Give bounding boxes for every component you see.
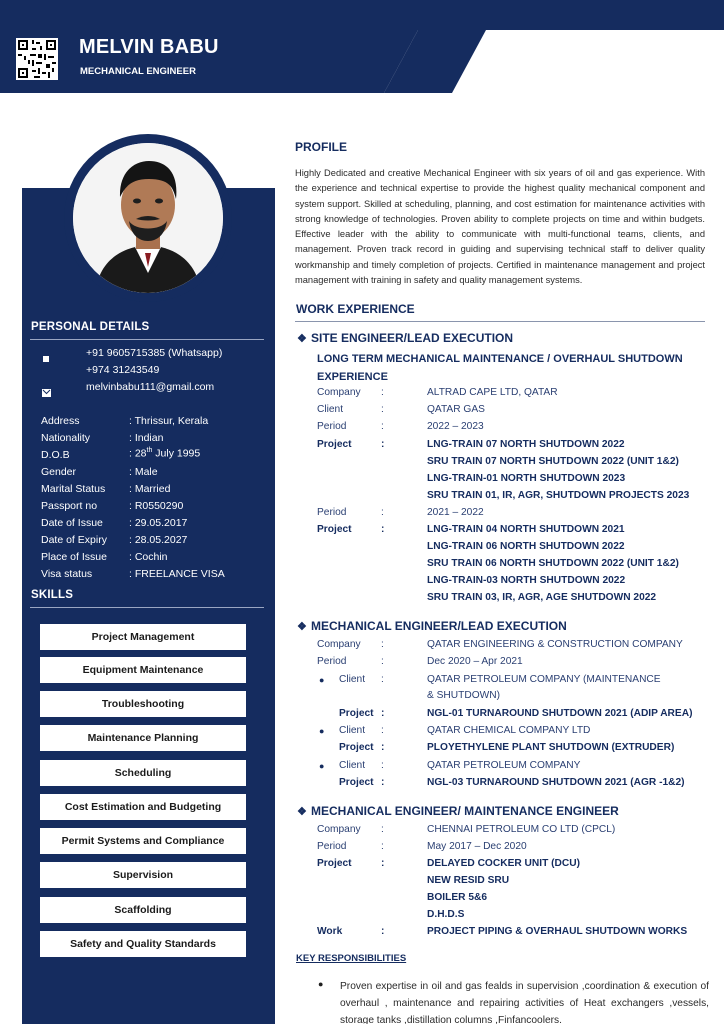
project-item: NEW RESID SRU	[427, 875, 510, 886]
personal-label: Passport no	[41, 500, 98, 512]
field-label: Client	[317, 404, 344, 415]
skill-item: Equipment Maintenance	[40, 657, 246, 683]
personal-label: Gender	[41, 466, 77, 478]
personal-label: Date of Expiry	[41, 534, 107, 546]
field-label: Project	[317, 858, 352, 869]
diamond-bullet-icon: ❖	[297, 806, 307, 818]
project-item: LNG-TRAIN 04 NORTH SHUTDOWN 2021	[427, 524, 625, 535]
project-item: D.H.D.S	[427, 909, 465, 920]
job-subtitle-1: LONG TERM MECHANICAL MAINTENANCE / OVERHAUL SHUTDOWN	[317, 353, 683, 365]
colon: :	[381, 725, 384, 736]
phone-icon	[42, 350, 50, 358]
colon: :	[381, 656, 384, 667]
diamond-bullet-icon: ❖	[297, 621, 307, 633]
colon: :	[381, 507, 384, 518]
skill-item: Troubleshooting	[40, 691, 246, 717]
key-responsibilities-heading: KEY RESPONSIBILITIES	[296, 953, 407, 964]
email-icon	[42, 384, 50, 392]
skill-item: Supervision	[40, 862, 246, 888]
field-label: Period	[317, 421, 347, 432]
colon: :	[381, 777, 385, 788]
colon: :	[381, 404, 384, 415]
field-label: Period	[317, 507, 347, 518]
work-experience-heading: WORK EXPERIENCE	[296, 302, 415, 316]
project-item: LNG-TRAIN-01 NORTH SHUTDOWN 2023	[427, 473, 626, 484]
client-name: QATAR GAS	[427, 404, 485, 415]
candidate-title: MECHANICAL ENGINEER	[80, 66, 196, 77]
field-label: Company	[317, 387, 361, 398]
project-item: SRU TRAIN 03, IR, AGR, AGE SHUTDOWN 2022	[427, 592, 657, 603]
colon: :	[381, 841, 384, 852]
skill-item: Safety and Quality Standards	[40, 931, 246, 957]
client-name-cont: & SHUTDOWN)	[427, 690, 501, 701]
company-name: ALTRAD CAPE LTD, QATAR	[427, 387, 558, 398]
project-item: LNG-TRAIN 06 NORTH SHUTDOWN 2022	[427, 541, 625, 552]
period-value: May 2017 – Dec 2020	[427, 841, 527, 852]
responsibility-item: Proven expertise in oil and gas fealds in supervision ,coordination & execution of overhaul , maintenance and repairing activities of Heat exchangers ,vessels, storage tanks ,distillation columns ,Finfancoolers.	[340, 981, 709, 1024]
job-subtitle-1b: EXPERIENCE	[317, 371, 388, 383]
personal-value: : R0550290	[129, 500, 184, 512]
field-label: Company	[317, 824, 361, 835]
colon: :	[381, 708, 385, 719]
field-label: Company	[317, 639, 361, 650]
colon: :	[381, 421, 384, 432]
personal-value: : 28.05.2027	[129, 534, 188, 546]
personal-label: Date of Issue	[41, 517, 103, 529]
colon: :	[381, 439, 385, 450]
field-label: Project	[339, 742, 374, 753]
client-name: QATAR PETROLEUM COMPANY	[427, 760, 581, 771]
period-value: 2022 – 2023	[427, 421, 484, 432]
divider	[295, 321, 705, 322]
period-value: 2021 – 2022	[427, 507, 484, 518]
email-address[interactable]: melvinbabu111@gmail.com	[86, 381, 215, 393]
colon: :	[381, 824, 384, 835]
colon: :	[381, 524, 385, 535]
job-title-3: ❖ MECHANICAL ENGINEER/ MAINTENANCE ENGINEER	[297, 804, 619, 818]
skill-item: Scheduling	[40, 760, 246, 786]
colon: :	[381, 926, 385, 937]
project-item: LNG-TRAIN-03 NORTH SHUTDOWN 2022	[427, 575, 626, 586]
skill-item: Cost Estimation and Budgeting	[40, 794, 246, 820]
field-label: Work	[317, 926, 343, 937]
personal-label: D.O.B	[41, 449, 70, 461]
phone-primary[interactable]: +91 9605715385 (Whatsapp)	[86, 347, 223, 359]
project-item: PLOYETHYLENE PLANT SHUTDOWN (EXTRUDER)	[427, 742, 675, 753]
project-item: NGL-03 TURNAROUND SHUTDOWN 2021 (AGR -1&2)	[427, 777, 685, 788]
bullet-icon: ●	[319, 675, 325, 685]
project-item: SRU TRAIN 01, IR, AGR, SHUTDOWN PROJECTS 2023	[427, 490, 690, 501]
field-label: Period	[317, 656, 347, 667]
client-name: QATAR CHEMICAL COMPANY LTD	[427, 725, 591, 736]
colon: :	[381, 858, 385, 869]
project-item: SRU TRAIN 07 NORTH SHUTDOWN 2022 (UNIT 1&2)	[427, 456, 679, 467]
skill-item: Permit Systems and Compliance	[40, 828, 246, 854]
bullet-icon: ●	[318, 979, 324, 989]
client-name: QATAR PETROLEUM COMPANY (MAINTENANCE	[427, 674, 661, 685]
personal-value: : Indian	[129, 432, 164, 444]
field-label: Period	[317, 841, 347, 852]
project-item: LNG-TRAIN 07 NORTH SHUTDOWN 2022	[427, 439, 625, 450]
project-item: DELAYED COCKER UNIT (DCU)	[427, 858, 581, 869]
colon: :	[381, 639, 384, 650]
divider	[30, 607, 264, 608]
colon: :	[381, 742, 385, 753]
project-item: SRU TRAIN 06 NORTH SHUTDOWN 2022 (UNIT 1&2)	[427, 558, 679, 569]
job-title-1: ❖ SITE ENGINEER/LEAD EXECUTION	[297, 331, 514, 345]
skill-item: Scaffolding	[40, 897, 246, 923]
bullet-icon: ●	[319, 761, 325, 771]
field-label: Project	[317, 524, 352, 535]
work-description: PROJECT PIPING & OVERHAUL SHUTDOWN WORKS	[427, 926, 688, 937]
skill-item: Maintenance Planning	[40, 725, 246, 751]
period-value: Dec 2020 – Apr 2021	[427, 656, 523, 667]
project-item: NGL-01 TURNAROUND SHUTDOWN 2021 (ADIP AREA)	[427, 708, 693, 719]
phone-secondary[interactable]: +974 31243549	[86, 364, 160, 376]
field-label: Project	[317, 439, 352, 450]
qr-code-icon[interactable]	[16, 38, 58, 80]
profile-photo	[73, 143, 223, 293]
personal-label: Address	[41, 415, 80, 427]
project-item: BOILER 5&6	[427, 892, 488, 903]
personal-value: : Cochin	[129, 551, 168, 563]
profile-summary: Highly Dedicated and creative Mechanical Engineer with six years of oil and gas experience. With the experience and technical expertise to provide the highest quality mechanical component and system support. Skilled at scheduling, planning, and cost estimation for maintenance activities with strong knowledge of technologies. Proven ability to complete projects on time and within budgets. Effective leader with the ability to communicate with multi-functional teams, clients, and management. Proven track record in guiding and supervising technical staff to deliver quality workmanship and timely completion of projects. Certified in maintenance management and project management with training in safety and quality management systems.	[295, 168, 705, 286]
bullet-icon: ●	[319, 726, 325, 736]
profile-heading: PROFILE	[295, 140, 348, 154]
field-label: Client	[339, 725, 366, 736]
colon: :	[381, 760, 384, 771]
diamond-bullet-icon: ❖	[297, 333, 307, 345]
skill-item: Project Management	[40, 624, 246, 650]
personal-value-dob: : 28th July 1995	[129, 447, 201, 460]
personal-value: : Thrissur, Kerala	[129, 415, 209, 427]
personal-label: Marital Status	[41, 483, 106, 495]
job-title-2: ❖ MECHANICAL ENGINEER/LEAD EXECUTION	[297, 619, 567, 633]
personal-label: Nationality	[41, 432, 91, 444]
field-label: Client	[339, 674, 366, 685]
colon: :	[381, 674, 384, 685]
personal-value: : Married	[129, 483, 171, 495]
company-name: CHENNAI PETROLEUM CO LTD (CPCL)	[427, 824, 616, 835]
personal-value: : FREELANCE VISA	[129, 568, 225, 580]
top-band	[0, 0, 724, 30]
candidate-name: MELVIN BABU	[79, 36, 219, 58]
field-label: Client	[339, 760, 366, 771]
field-label: Project	[339, 708, 374, 719]
personal-value: : 29.05.2017	[129, 517, 188, 529]
divider	[30, 339, 264, 340]
personal-label: Place of Issue	[41, 551, 107, 563]
skills-heading: SKILLS	[31, 589, 74, 601]
personal-label: Visa status	[41, 568, 93, 580]
personal-value: : Male	[129, 466, 158, 478]
colon: :	[381, 387, 384, 398]
company-name: QATAR ENGINEERING & CONSTRUCTION COMPANY	[427, 639, 683, 650]
personal-details-heading: PERSONAL DETAILS	[31, 321, 150, 333]
field-label: Project	[339, 777, 374, 788]
